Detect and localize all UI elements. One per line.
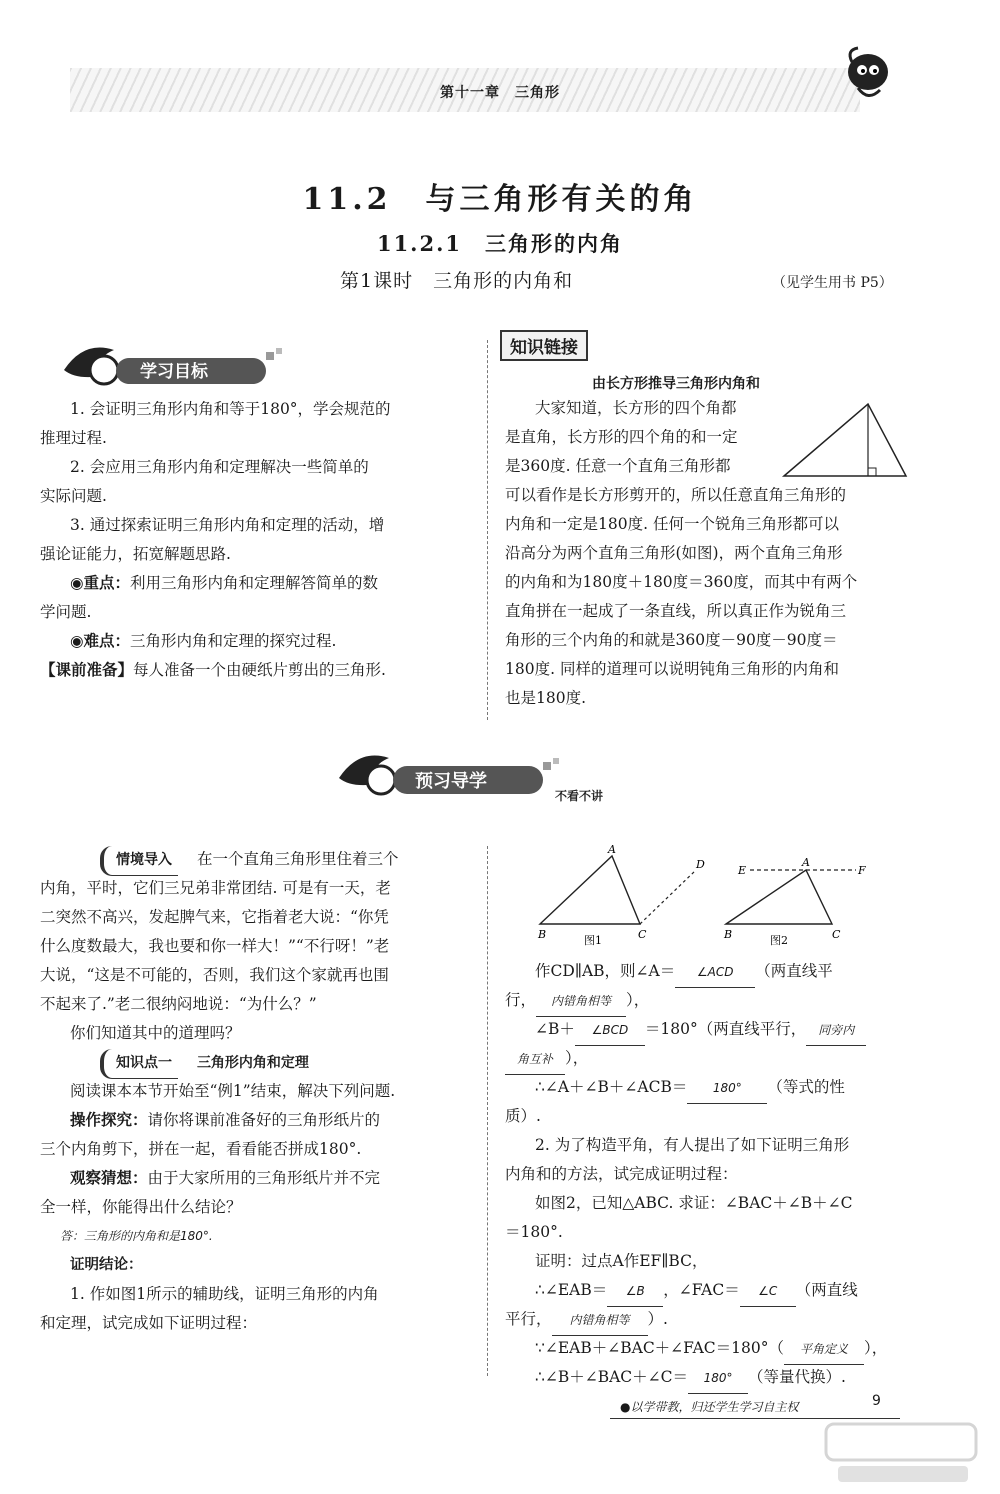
text: ）. [647, 1310, 668, 1328]
link-line: 180度. 同样的道理可以说明钝角三角形的内角和 [505, 660, 839, 678]
text: ∴∠B＋∠BAC＋∠C＝ [535, 1368, 689, 1386]
guess-text: 由于大家所用的三角形纸片并不完 [147, 1169, 381, 1187]
fig2-label-f: F [858, 864, 866, 877]
key-label: ◉重点： [70, 574, 131, 592]
link-line: 直角拼在一起成了一条直线，所以真正作为锐角三 [505, 602, 847, 620]
answer-blank[interactable]: ∠BCD [575, 1016, 645, 1046]
section-title: 11.2 与三角形有关的角 [302, 182, 698, 217]
proof-line-2: 和定理，试完成如下证明过程： [40, 1314, 258, 1332]
text: 作CD∥AB，则∠A＝ [535, 962, 676, 980]
column-divider-lower [487, 846, 488, 1376]
text: 平行， [505, 1310, 552, 1328]
link-line: 沿高分为两个直角三角形(如图)，两个直角三角形 [505, 544, 843, 562]
difficult-text: 三角形内角和定理的探究过程. [130, 632, 337, 650]
answer-blank[interactable]: ∠B [607, 1277, 663, 1307]
footer-slogan: ●以学带教，归还学生学习自主权 [620, 1400, 799, 1414]
kp-title: 三角形内角和定理 [196, 1055, 309, 1071]
column-divider [487, 340, 488, 720]
fig2-label-c: C [832, 928, 841, 941]
guess-line-2: 全一样，你能得出什么结论？ [40, 1198, 242, 1216]
preview-heading-banner [335, 748, 655, 808]
guess-label: 观察猜想： [70, 1169, 148, 1187]
text: （两直线平 [755, 962, 833, 980]
text: （两直线 [795, 1281, 858, 1299]
handwritten-answer: 答：三角形的内角和是180°. [60, 1229, 213, 1243]
text: 行， [505, 991, 537, 1009]
answer-blank[interactable]: ∠ACD [675, 958, 755, 988]
scene-first-line [40, 845, 480, 874]
proof-row [505, 986, 920, 1015]
prep-text: 每人准备一个由硬纸片剪出的三角形. [133, 661, 386, 679]
chapter-title: 第十一章 三角形 [440, 85, 560, 101]
difficult-label: ◉难点： [70, 632, 131, 650]
scene-line: 什么度数最大，我也要和你一样大！”“不行呀！”老 [40, 937, 390, 955]
answer-blank[interactable]: 180° [687, 1074, 767, 1104]
goal-line: 3. 通过探索证明三角形内角和定理的活动，增 [70, 516, 385, 534]
key-point [40, 569, 480, 598]
operation-line-2: 三个内角剪下，拼在一起，看看能否拼成180°. [40, 1140, 362, 1158]
proof-row [505, 1305, 920, 1334]
knowledge-link-intro [505, 394, 775, 481]
book-reference: （见学生用书 P5） [772, 275, 893, 291]
link-line: 内角和一定是180度. 任何一个锐角三角形都可以 [505, 515, 839, 533]
goal-line: 实际问题. [40, 487, 107, 505]
knowledge-link-body [505, 481, 915, 713]
left-column [40, 845, 480, 1338]
text: ∠B＋ [535, 1020, 575, 1038]
proof-row: 2. 为了构造平角，有人提出了如下证明三角形 [535, 1136, 850, 1154]
scene-line: 大说，“这是不可能的，否则，我们这个家就再也围 [40, 966, 389, 984]
proof-label: 证明结论： [70, 1257, 143, 1273]
operation-text: 请你将课前准备好的三角形纸片的 [147, 1111, 381, 1129]
knowledge-point-one [40, 1048, 480, 1077]
link-line: 角形的三个内角的和就是360度－90度－90度＝ [505, 631, 838, 649]
geometry-figures [530, 842, 910, 952]
proof-row [505, 1073, 920, 1102]
answer-blank[interactable]: 180° [688, 1364, 748, 1394]
text: ，∠FAC＝ [663, 1281, 740, 1299]
text: ）， [626, 991, 650, 1009]
answer-blank[interactable]: 平角定义 [784, 1335, 864, 1365]
link-line: 的内角和为180度＋180度＝360度，而其中有两个 [505, 573, 858, 591]
operation-label: 操作探究： [70, 1111, 148, 1129]
proof-row: 如图2，已知△ABC. 求证：∠BAC＋∠B＋∠C [535, 1194, 853, 1212]
proof-row [505, 957, 920, 986]
link-line: 是直角，长方形的四个角的和一定 [505, 428, 738, 446]
fig1-label-c: C [638, 928, 647, 941]
proof-row: 证明：过点A作EF∥BC， [535, 1252, 708, 1270]
subsection-title: 11.2.1 三角形的内角 [376, 231, 624, 256]
proof-line: 1. 作如图1所示的辅助线，证明三角形的内角 [70, 1285, 379, 1303]
answer-blank[interactable]: ∠C [740, 1277, 796, 1307]
proof-row [505, 1015, 920, 1044]
answer-blank[interactable]: 内错角相等 [552, 1306, 648, 1336]
goals-list [40, 395, 480, 685]
proof-row [505, 1363, 920, 1392]
goal-line: 强论证能力，拓宽解题思路. [40, 545, 231, 563]
link-line: 大家知道，长方形的四个角都 [535, 399, 737, 417]
goal-line: 推理过程. [40, 429, 107, 447]
text: ∴∠EAB＝ [535, 1281, 608, 1299]
goal-line: 1. 会证明三角形内角和等于180°，学会规范的 [70, 400, 391, 418]
read-instruction: 阅读课本本节开始至“例1”结束，解决下列问题. [70, 1082, 396, 1100]
fig1-label-b: B [538, 928, 547, 941]
goals-heading-banner [60, 340, 300, 396]
proof-row [505, 1334, 920, 1363]
scene-question: 你们知道其中的道理吗？ [70, 1024, 241, 1042]
prep-label: 【课前准备】 [40, 661, 134, 679]
proof-row: 内角和的方法，试完成证明过程： [505, 1165, 738, 1183]
text: （等式的性 [767, 1078, 845, 1096]
fig2-label-b: B [724, 928, 733, 941]
lesson-title: 第1课时 三角形的内角和 [340, 270, 574, 292]
text: （等量代换）. [748, 1368, 846, 1386]
text: ）， [565, 1049, 589, 1067]
text: ∵∠EAB＋∠BAC＋∠FAC＝180°（ [535, 1339, 784, 1357]
page-number: 9 [872, 1393, 881, 1409]
fig2-label-a: A [802, 856, 810, 869]
link-line: 也是180度. [505, 689, 587, 707]
answer-blank[interactable]: 内错角相等 [536, 987, 626, 1017]
knowledge-link-title: 由长方形推导三角形内角和 [592, 376, 760, 392]
mascot-icon [838, 42, 898, 112]
watermark-logo [818, 1418, 990, 1488]
proof-row [505, 1044, 920, 1073]
right-column [505, 957, 920, 1392]
text: ∴∠A＋∠B＋∠ACB＝ [535, 1078, 688, 1096]
answer-blank[interactable]: 同旁内 [806, 1016, 866, 1046]
proof-row [505, 1276, 920, 1305]
scene-line: 不起来了.”老二很纳闷地说：“为什么？” [40, 995, 317, 1013]
scene-line: 二突然不高兴，发起脾气来，它指着老大说：“你凭 [40, 908, 389, 926]
link-line: 可以看作是长方形剪开的，所以任意直角三角形的 [505, 486, 847, 504]
operation-line [40, 1106, 480, 1135]
text: ＝180°（两直线平行， [644, 1020, 807, 1038]
proof-row: ＝180°. [505, 1223, 563, 1241]
answer-blank[interactable]: 角互补 [505, 1045, 565, 1075]
difficult-point [40, 627, 480, 656]
knowledge-link-heading: 知识链接 [500, 330, 588, 361]
fig1-caption: 图1 [584, 934, 602, 947]
fig2-label-e: E [738, 864, 747, 877]
proof-row: 质）. [505, 1107, 541, 1125]
goals-heading: 学习目标 [140, 362, 208, 382]
text: ）， [863, 1339, 888, 1357]
fig2-caption: 图2 [770, 934, 788, 947]
fig1-label-a: A [608, 843, 616, 856]
scene-tag: 情境导入 [100, 846, 178, 876]
key-point-cont: 学问题. [40, 603, 92, 621]
kp-tag: 知识点一 [100, 1049, 178, 1079]
preview-heading: 预习导学 [415, 771, 487, 792]
fig1-label-d: D [696, 858, 705, 871]
key-text: 利用三角形内角和定理解答简单的数 [130, 574, 379, 592]
prep [40, 656, 480, 685]
preview-tagline: 不看不讲 [555, 789, 604, 803]
guess-line [40, 1164, 480, 1193]
goal-line: 2. 会应用三角形内角和定理解决一些简单的 [70, 458, 369, 476]
scene-line: 内角，平时，它们三兄弟非常团结. 可是有一天，老 [40, 879, 391, 897]
link-line: 是360度. 任意一个直角三角形都 [505, 457, 731, 475]
right-triangle-figure [780, 400, 910, 480]
scene-text: 在一个直角三角形里住着三个 [196, 850, 399, 868]
